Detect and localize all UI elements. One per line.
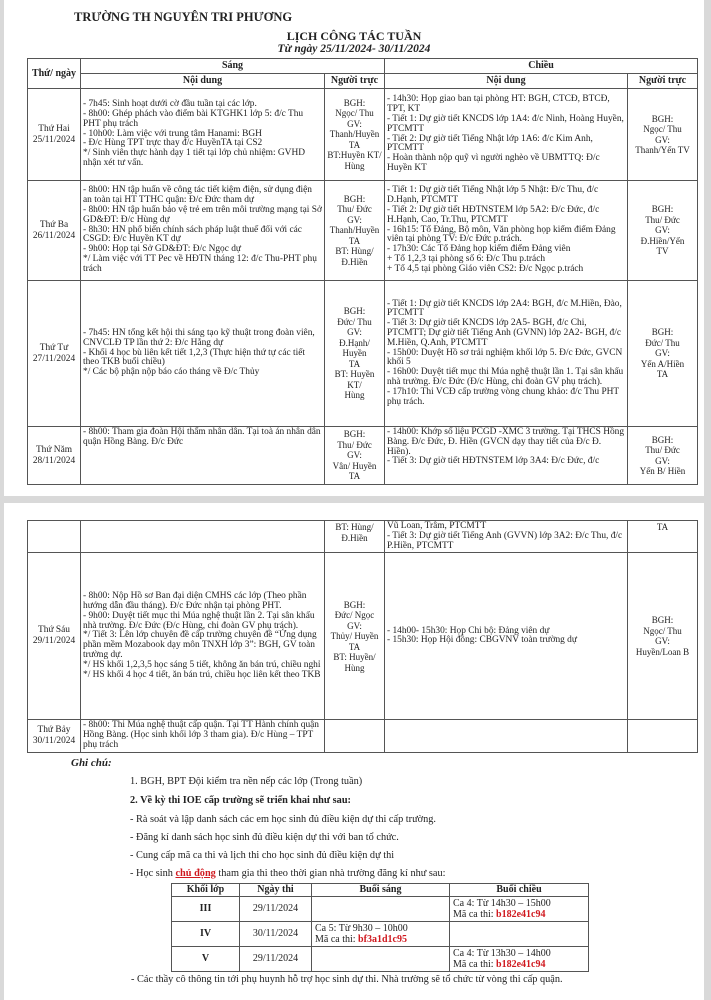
text-line: - Hoàn thành nộp quỹ vì người nghèo về UBMTTQ: Đ/c Huyền KT bbox=[387, 153, 600, 173]
exam-row bbox=[172, 947, 589, 972]
text-line: Ngọc/ Thu bbox=[335, 108, 374, 119]
text-line: - 8h00: Nộp Hồ sơ Ban đại diện CMHS các lớp (Theo phần hướng dẫn đầu tháng). Đ/c Đức nhận tại phòng PHT. bbox=[83, 591, 307, 612]
morning-header: Sáng bbox=[81, 59, 385, 74]
text-line: - 8h00: Thi Múa nghệ thuật cấp quận. Tại TT Hành chính quận Hồng Bàng. (Học sinh khối lớp 3 tham gia). Đ/c Hùng – TPT phụ trách bbox=[83, 720, 319, 750]
exam-schedule-table bbox=[171, 883, 589, 972]
day-name: Thứ Sáu bbox=[38, 625, 70, 636]
text-line: Yến B/ Hiền bbox=[639, 466, 686, 476]
afternoon-duty bbox=[628, 89, 698, 181]
morning-session-cell bbox=[312, 922, 450, 947]
text-line: BGH: bbox=[343, 599, 366, 610]
text-line: GV: bbox=[347, 327, 362, 338]
text-line: - 8h00: Ghép phách vào điểm bài KTGHK1 lớp 5: đ/c Thu PHT phụ trách bbox=[83, 109, 304, 129]
exam-row bbox=[172, 922, 589, 947]
session-code-line bbox=[453, 909, 585, 921]
text-line: Đức/ Thu bbox=[645, 337, 680, 348]
text-line: Vũ Loan, Trâm, PTCMTT bbox=[387, 521, 487, 531]
text-line: - 16h00: Duyệt tiết mục thi Múa nghệ thuật lần 1. Tại sân khấu nhà trường. Đ/c Đức (Đ/c Hùng, chi đoàn GV phụ trách). bbox=[387, 367, 624, 387]
text-line: - Tiết 3: Dự giờ tiết KNCDS lớp 2A5- BGH, đ/c Chi, PTCMTT; Dự giờ tiết Tiếng Anh (GVNN) lớp 2A2- BGH, đ/c M.Hiền, Q.Anh, PTCMTT bbox=[387, 318, 622, 348]
note-bullet: - Cung cấp mã ca thi và lịch thi cho học sinh đủ điều kiện dự thi bbox=[130, 850, 395, 861]
morning-duty bbox=[325, 89, 385, 181]
text-line: - Tiết 1: Dự giờ tiết KNCDS lớp 2A4: BGH, đ/c M.Hiền, Đào, PTCMTT bbox=[387, 298, 622, 319]
table-row bbox=[28, 281, 698, 427]
text-line: */ Sinh viên thực hành dạy 1 tiết tại lớp chủ nhiệm: GVHD nhận xét tư vấn. bbox=[83, 148, 305, 168]
text-line: Thu/ Đức bbox=[645, 445, 680, 455]
day-name: Thứ Hai bbox=[38, 123, 70, 134]
text-line: - Tiết 3: Dự giờ tiết Tiếng Anh (GVVN) lớp 3A2: Đ/c Thu, đ/c P.Hiền, PTCMTT bbox=[387, 530, 623, 551]
day-name: Thứ Ba bbox=[39, 219, 69, 230]
text-line: - Tiết 1: Dự giờ tiết KNCDS lớp 1A4: đ/c Ninh, Hoàng Huyền, PTCMTT bbox=[387, 113, 624, 134]
text-line: */ Làm việc với TT Pec về HĐTN tháng 12: đ/c Thu-PHT phụ trách bbox=[83, 253, 317, 274]
day-date: 28/11/2024 bbox=[32, 455, 76, 466]
date-range: Từ ngày 25/11/2024- 30/11/2024 bbox=[277, 43, 431, 55]
date-cell: 30/11/2024 bbox=[240, 922, 312, 947]
text-line: */ Các bộ phận nộp báo cáo tháng về Đ/c Thủy bbox=[83, 367, 260, 378]
date-cell: 29/11/2024 bbox=[240, 897, 312, 922]
afternoon-content bbox=[385, 553, 628, 720]
text-line: Đức/ Ngọc bbox=[334, 610, 375, 621]
text-line: - 16h15: Tổ Đảng, Bộ môn, Văn phòng họp kiểm điểm Đảng viên tại phòng TV: Đ/c Đức p.trách. bbox=[387, 224, 616, 245]
morning-duty bbox=[325, 281, 385, 427]
afternoon-duty bbox=[628, 281, 698, 427]
text-line: BGH: bbox=[651, 113, 674, 124]
day-date: 26/11/2024 bbox=[32, 230, 76, 241]
text-line: - 8h30: HN phổ biến chính sách pháp luật thuế đối với các CSGD: Đ/c Huyền KT dự bbox=[83, 224, 302, 245]
morning-session-cell bbox=[312, 897, 450, 922]
afternoon-session-header: Buổi chiều bbox=[450, 884, 589, 897]
day-date: 29/11/2024 bbox=[32, 636, 76, 647]
grade-cell: V bbox=[172, 947, 240, 972]
text-line: - 8h00: Tham gia đoàn Hội thẩm nhân dân. Tại toà án nhân dân quận Hồng Bàng. Đ/c Đức bbox=[83, 427, 321, 447]
table-row bbox=[28, 427, 698, 485]
text-line: - 9h00: Họp tại Sở GD&ĐT: Đ/c Ngọc dự bbox=[83, 244, 241, 255]
morning-duty bbox=[325, 553, 385, 720]
morning-content bbox=[81, 427, 325, 485]
text-line: Huyền/Loan B bbox=[635, 646, 690, 657]
text-line: BGH: bbox=[343, 306, 366, 317]
text-line: Thu/ Đức bbox=[337, 204, 372, 215]
text-line: GV: bbox=[347, 214, 362, 225]
afternoon-content bbox=[385, 281, 628, 427]
text-line: - 17h10: Thi VCĐ cấp trường vòng chung khảo: đ/c Thu PHT phụ trách. bbox=[387, 386, 619, 407]
duty-header: Người trực bbox=[628, 74, 698, 89]
text-line: - 15h00: Duyệt Hồ sơ trải nghiệm khối lớp 5. Đ/c Đức, GVCN khối 5 bbox=[387, 347, 623, 368]
text-line: GV: bbox=[655, 225, 670, 236]
text-line: GV: bbox=[655, 348, 670, 359]
text-line: Thu/ Đức bbox=[337, 439, 372, 450]
final-note: - Các thầy cô thông tin tới phụ huynh hỗ trợ học sinh dự thi. Nhà trường sẽ tổ chức từ vòng thi cấp quận. bbox=[131, 974, 563, 985]
text-line: Đ.Hiền/Yến bbox=[640, 235, 685, 246]
text-line: BGH: bbox=[651, 434, 674, 445]
text-line: GV: bbox=[347, 118, 362, 129]
morning-content bbox=[81, 720, 325, 752]
afternoon-duty bbox=[628, 181, 698, 281]
duty-header: Người trực bbox=[325, 74, 385, 89]
note-1: 1. BGH, BPT Đội kiểm tra nền nếp các lớp (Trong tuần) bbox=[130, 776, 363, 787]
page-2 bbox=[4, 503, 704, 1000]
text-line: - 8h00: HN tập huấn về công tác tiết kiệm điện, sử dụng điện an toàn tại HT TTHC quận: Đ/c Đức tham dự bbox=[83, 185, 312, 206]
exam-code: b182e41c94 bbox=[496, 909, 546, 920]
text-line: Hùng bbox=[344, 390, 365, 401]
day-cell bbox=[28, 89, 81, 181]
exam-code: b182e41c94 bbox=[496, 959, 546, 970]
content-header: Nội dung bbox=[385, 74, 628, 89]
exam-code: bf3a1d1c95 bbox=[358, 934, 407, 945]
afternoon-content bbox=[385, 181, 628, 281]
schedule-table-continued bbox=[27, 520, 698, 753]
text-line: BGH: bbox=[651, 204, 674, 215]
morning-content bbox=[81, 89, 325, 181]
afternoon-header: Chiều bbox=[385, 59, 698, 74]
afternoon-content bbox=[385, 427, 628, 485]
morning-session-header: Buổi sáng bbox=[312, 884, 450, 897]
text-line: */ Tiết 3: Lên lớp chuyên đề cấp trường chuyên đề “Ứng dụng phần mềm Mozabook dạy môn TNXH lớp 3”: BGH, GV toàn trường dự. bbox=[83, 630, 317, 661]
duty-cell: BT: Hùng/Đ.Hiền bbox=[325, 521, 385, 553]
grade-cell: III bbox=[172, 897, 240, 922]
text-line: GV: bbox=[347, 620, 362, 631]
day-name: Thứ Năm bbox=[35, 444, 73, 455]
text-line: Vân/ Huyền TA bbox=[332, 460, 377, 482]
text-line: - Khối 4 học bù liên kết tiết 1,2,3 (Thực hiện thứ tự các tiết theo TKB buổi chiều) bbox=[83, 347, 305, 368]
day-cell bbox=[28, 281, 81, 427]
duty-cell: TA bbox=[628, 521, 698, 553]
text-line: TA bbox=[656, 369, 669, 380]
day-date: 25/11/2024 bbox=[32, 134, 76, 145]
day-cell bbox=[28, 427, 81, 485]
text-line: - 10h00: Làm việc với trung tâm Hanami: BGH bbox=[83, 128, 262, 139]
text-line: - Đ/c Hùng TPT trực thay đ/c HuyềnTA tại CS2 bbox=[83, 138, 263, 149]
day-date: 30/11/2024 bbox=[32, 736, 76, 747]
text-line: - 7h45: Sinh hoạt dưới cờ đầu tuần tại các lớp. bbox=[83, 99, 257, 110]
morning-content bbox=[81, 553, 325, 720]
session-code-line bbox=[315, 934, 446, 946]
text-line: Ngọc/ Thu bbox=[643, 124, 682, 134]
text-line: TA bbox=[348, 358, 361, 369]
text-line: BGH: bbox=[651, 327, 674, 338]
morning-content bbox=[81, 281, 325, 427]
grade-cell: IV bbox=[172, 922, 240, 947]
code-label: Mã ca thi: bbox=[315, 934, 359, 945]
morning-content bbox=[81, 181, 325, 281]
text-line: - 7h45: HN tổng kết hội thi sáng tạo kỹ thuật trong đoàn viên, CNVCLĐ TP lần thứ 2: Đ/c Hằng dự bbox=[83, 328, 315, 348]
notes-heading: Ghi chú: bbox=[71, 757, 112, 769]
day-header: Thứ/ ngày bbox=[28, 59, 81, 89]
text-line: Hùng bbox=[344, 160, 365, 171]
afternoon-session-cell bbox=[450, 922, 589, 947]
day-date: 27/11/2024 bbox=[32, 353, 76, 364]
day-cell bbox=[28, 181, 81, 281]
table-row bbox=[28, 181, 698, 281]
text-line: Thanh/Huyền bbox=[329, 225, 380, 236]
session-time: Ca 4: Từ 14h30 – 15h00 bbox=[453, 897, 551, 909]
text-line: - 15h30: Họp Hội đồng: CBGVNV toàn trường dự bbox=[387, 635, 577, 646]
session-code-line bbox=[453, 959, 585, 971]
text-line: - 14h00- 15h30: Họp Chi bộ: Đảng viên dự bbox=[387, 625, 550, 636]
text-line: Đức/ Thu bbox=[337, 316, 372, 327]
day-cell bbox=[28, 553, 81, 720]
exam-row bbox=[172, 897, 589, 922]
note-text: tham gia thi theo thời gian nhà trường đăng kí như sau: bbox=[215, 868, 446, 879]
text-line: BGH: bbox=[343, 97, 366, 108]
text-line: BT: Huyền/ Hùng bbox=[333, 652, 376, 673]
text-line: - Tiết 2: Dự giờ tiết Tiếng Nhật lớp 1A6: đ/c Kim Anh, PTCMTT bbox=[387, 133, 593, 154]
date-cell: 29/11/2024 bbox=[240, 947, 312, 972]
grade-header: Khối lớp bbox=[172, 884, 240, 897]
afternoon-duty bbox=[628, 553, 698, 720]
afternoon-session-cell bbox=[450, 897, 589, 922]
text-line: TA bbox=[348, 235, 361, 246]
afternoon-content bbox=[385, 89, 628, 181]
day-name: Thứ Bảy bbox=[37, 725, 71, 736]
text-line: + Tổ 1,2,3 tại phòng số 6: Đ/c Thu p.trách bbox=[387, 253, 546, 264]
text-line: GV: bbox=[655, 636, 670, 647]
text-line: - Tiết 3: Dự giờ tiết HĐTNSTEM lớp 3A4: Đ/c Đức, đ/c bbox=[387, 456, 600, 467]
session-time: Ca 4: Từ 13h30 – 14h00 bbox=[453, 947, 551, 959]
text-line: - 8h00: HN tập huấn bảo vệ trẻ em trên môi trường mạng tại Sở GD&ĐT: Đ/c Hùng dự bbox=[83, 205, 322, 225]
day-name: Thứ Tư bbox=[39, 342, 69, 353]
document-title: LỊCH CÔNG TÁC TUẦN bbox=[286, 29, 422, 43]
text-line: GV: bbox=[347, 450, 362, 461]
note-participation-text bbox=[130, 868, 446, 880]
morning-duty bbox=[325, 720, 385, 752]
text-line: GV: bbox=[655, 455, 670, 466]
text-line: - 17h30: Các Tổ Đảng họp kiểm điểm Đảng viên bbox=[387, 244, 571, 255]
text-line: - 14h30: Họp giao ban tại phòng HT: BGH, CTCĐ, BTCĐ, TPT, KT bbox=[387, 94, 610, 115]
text-line: TV bbox=[656, 246, 669, 257]
text-line: BGH: bbox=[343, 429, 366, 440]
schedule-table bbox=[27, 58, 698, 485]
text-line: BGH: bbox=[343, 193, 366, 204]
morning-duty bbox=[325, 181, 385, 281]
code-label: Mã ca thi: bbox=[453, 909, 497, 920]
text-line: - 9h00: Duyệt tiết mục thi Múa nghệ thuật lần 2. Tại sân khấu nhà trường. Đ/c Đức (Đ/c Hùng, chi đoàn GV phụ trách). bbox=[83, 610, 315, 631]
table-row bbox=[28, 720, 698, 752]
text-line: Yến A/Hiền bbox=[640, 358, 685, 369]
morning-session-cell bbox=[312, 947, 450, 972]
date-header: Ngày thi bbox=[240, 884, 312, 897]
text-line: Thủy/ Huyền TA bbox=[330, 631, 379, 652]
text-line: Đ.Hạnh/ Huyền bbox=[339, 337, 370, 359]
afternoon-duty bbox=[628, 427, 698, 485]
note-bullet: - Rà soát và lập danh sách các em học sinh đủ điều kiện dự thi cấp trường. bbox=[130, 814, 436, 825]
text-line: */ HS khối 1,2,3,5 học sáng 5 tiết, không ăn bán trú, chiều nghỉ bbox=[83, 659, 321, 670]
text-line: BT: Hùng/Đ.Hiền bbox=[335, 246, 374, 267]
text-line: GV: bbox=[655, 134, 670, 145]
text-line: Thu/ Đức bbox=[645, 214, 680, 225]
text-line: Thanh/Yến TV bbox=[635, 145, 690, 155]
text-line: BT: Huyền KT/ bbox=[334, 369, 375, 390]
text-line: Thanh/Huyền bbox=[329, 129, 380, 140]
text-line: */ HS khối 4 học 4 tiết, ăn bán trú, chiều học liên kết theo TKB bbox=[83, 669, 321, 680]
code-label: Mã ca thi: bbox=[453, 959, 497, 970]
school-name: TRƯỜNG TH NGUYÊN TRI PHƯƠNG bbox=[74, 10, 293, 24]
text-line: - Tiết 1: Dự giờ tiết Tiếng Nhật lớp 5 Nhật: Đ/c Thu, đ/c D.Hạnh, PTCMTT bbox=[387, 185, 599, 206]
text-line: + Tổ 4,5 tại phòng Giáo viên CS2: Đ/c Ngọc p.trách bbox=[387, 263, 584, 274]
session-time: Ca 5: Từ 9h30 – 10h00 bbox=[315, 922, 408, 934]
text-line: Ngọc/ Thu bbox=[643, 625, 682, 636]
morning-duty bbox=[325, 427, 385, 485]
afternoon-content bbox=[385, 720, 628, 752]
table-row bbox=[28, 89, 698, 181]
afternoon-session-cell bbox=[450, 947, 589, 972]
day-cell bbox=[28, 720, 81, 752]
text-line: BT:Huyền KT/ bbox=[327, 150, 382, 161]
page-1 bbox=[4, 0, 704, 496]
afternoon-duty bbox=[628, 720, 698, 752]
text-line: BGH: bbox=[651, 615, 674, 626]
text-line: TA bbox=[348, 139, 361, 150]
table-row bbox=[28, 553, 698, 720]
content-header: Nội dung bbox=[81, 74, 325, 89]
note-text: - Học sinh bbox=[130, 868, 176, 879]
note-bullet: - Đăng kí danh sách học sinh đủ điều kiện dự thi với ban tổ chức. bbox=[130, 832, 399, 843]
text-line: - Tiết 2: Dự giờ tiết HĐTNSTEM lớp 5A2: Đ/c Đức, đ/c H.Hạnh, Cao, Tr.Thu, PTCMTT bbox=[387, 205, 600, 225]
text-line: - 14h00: Khớp số liệu PCGD -XMC 3 trường. Tại THCS Hồng Bàng. Đ/c Đức, Đ. Hiền (GVCN dạy thay tiết của Đ/c Đ. Hiền). bbox=[387, 427, 625, 457]
note-2: 2. Về kỳ thi IOE cấp trường sẽ triển khai như sau: bbox=[130, 795, 351, 806]
table-row-continued bbox=[28, 521, 698, 553]
emphasis-text: chủ động bbox=[175, 868, 216, 879]
afternoon-content bbox=[385, 521, 628, 553]
